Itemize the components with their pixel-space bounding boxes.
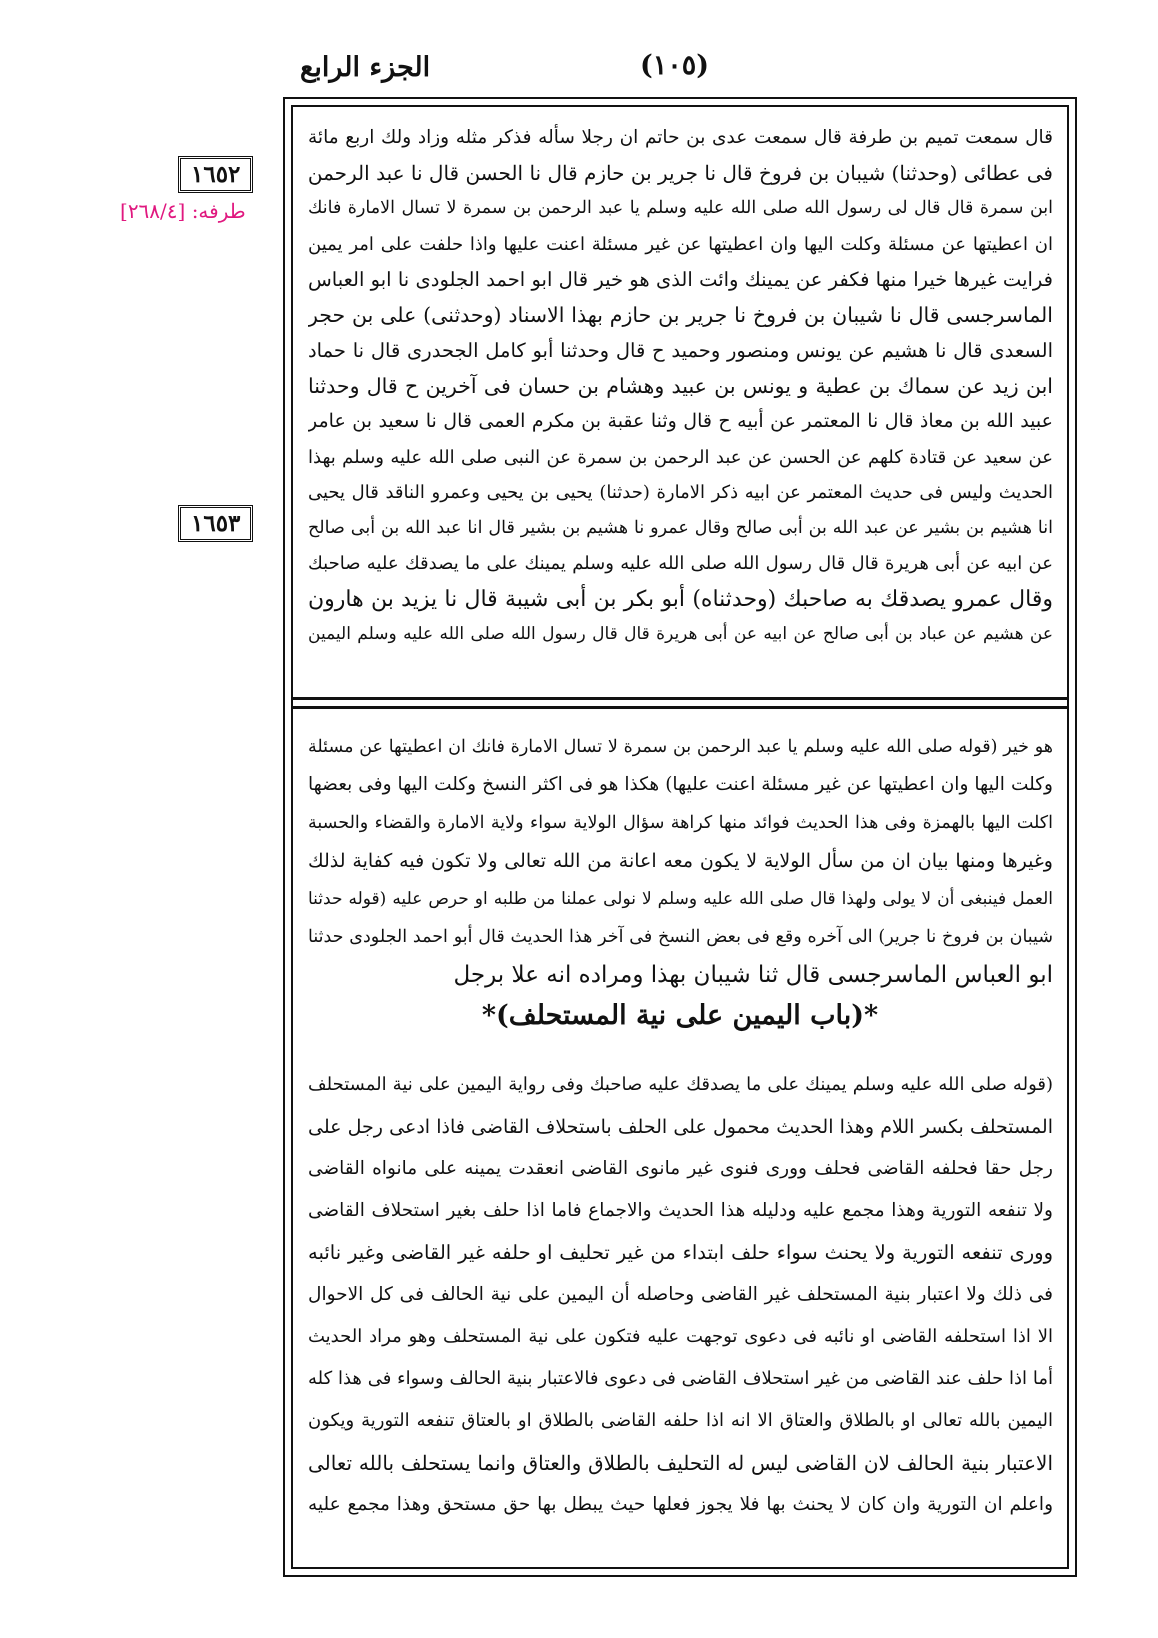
sharh-line: وكلت اليها وان اعطيتها عن غير مسئلة اعنت عليها) هكذا هو فى اكثر النسخ وكلت اليها وفى بعضها [308, 774, 1053, 795]
matn-line: عن سعيد عن قتادة كلهم عن الحسن عن عبد الرحمن بن سمرة عن النبى صلى الله عليه وسلم بهذا [308, 446, 1053, 468]
section-separator [291, 697, 1069, 700]
sharh-line: اكلت اليها بالهمزة وفى هذا الحديث فوائد منها كراهة سؤال الولاية سواء ولاية الامارة والقضاء والحسبة [308, 813, 1053, 833]
page-number: (١٠٥) [640, 50, 710, 81]
sharh-line: العمل فينبغى أن لا يولى ولهذا قال صلى الله عليه وسلم لا نولى عملنا من طلبه او حرص عليه (قوله حدثنا [308, 889, 1053, 909]
cross-reference: طرفه: [٢٦٨/٤] [120, 199, 246, 223]
matn-text [308, 120, 1053, 653]
sharh-line: المستحلف بكسر اللام وهذا الحديث محمول على الحلف باستحلاف القاضى فاذا ادعى رجل على [308, 1116, 1053, 1138]
sharh-line: هو خير (قوله صلى الله عليه وسلم يا عبد الرحمن بن سمرة لا تسال الامارة فانك ان اعطيتها عن مسئلة [308, 737, 1053, 757]
matn-line: فى عطائى (وحدثنا) شيبان بن فروخ قال نا جرير بن حازم قال نا الحسن قال نا عبد الرحمن [308, 160, 1053, 185]
sharh-text [308, 728, 1053, 994]
sharh-line: اليمين بالله تعالى او بالطلاق والعتاق الا انه اذا حلفه القاضى بالطلاق او بالعتاق تنفعه التورية ويكون [308, 1410, 1053, 1431]
matn-line [308, 156, 1053, 192]
sharh-line: شيبان بن فروخ نا جرير) الى آخره وقع فى بعض النسخ فى آخر هذا الحديث قال أبو احمد الجلودى حدثنا [308, 927, 1053, 947]
sharh-line: (قوله صلى الله عليه وسلم يمينك على ما يصدقك عليه صاحبك وفى رواية اليمين على نية المستحلف [308, 1074, 1053, 1095]
sharh-line: واعلم ان التورية وان كان لا يحنث بها فلا يجوز فعلها حيث يبطل بها حق مستحق وهذا مجمع عليه [308, 1494, 1053, 1515]
sharh-line: الا اذا استحلفه القاضى او نائبه فى دعوى توجهت عليه فتكون على نية المستحلف وهو مراد الحديث [308, 1326, 1053, 1347]
matn-line: فرايت غيرها خيرا منها فكفر عن يمينك وائت الذى هو خير قال ابو احمد الجلودى نا ابو العباس [308, 268, 1053, 291]
sharh-line: وغيرها ومنها بيان ان من سأل الولاية لا يكون معه اعانة من الله تعالى ولا تكون فيه كفاية لذلك [308, 850, 1053, 872]
hadith-number-1652: ١٦٥٢ [178, 156, 253, 193]
matn-line: انا هشيم بن بشير عن عبد الله بن أبى صالح وقال عمرو نا هشيم بن بشير قال انا عبد الله بن أبى صالح [308, 517, 1053, 538]
matn-line: قال سمعت تميم بن طرفة قال سمعت عدى بن حاتم ان رجلا سأله فذكر مثله وزاد ولك اربع مائة [308, 127, 1053, 148]
matn-line: عن هشيم عن عباد بن أبى صالح عن ابيه عن أبى هريرة قال قال رسول الله صلى الله عليه وسلم اليمين [308, 624, 1053, 644]
matn-line: عبيد الله بن معاذ قال نا المعتمر عن أبيه ح قال وثنا عقبة بن مكرم العمى قال نا سعيد بن عامر [308, 410, 1053, 432]
sharh-line: الاعتبار بنية الحالف لان القاضى ليس له التحليف بالطلاق والعتاق وانما يستحلف بالله تعالى [308, 1451, 1053, 1475]
sharh-line: فى ذلك ولا اعتبار بنية المستحلف غير القاضى وحاصله أن اليمين على نية الحالف فى كل الاحوال [308, 1284, 1053, 1305]
sharh-text-2 [308, 1064, 1053, 1526]
sharh-line: وورى تنفعه التورية ولا يحنث سواء حلف ابتداء من غير تحليف او حلفه غير القاضى وغير نائبه [308, 1241, 1053, 1264]
matn-line: ابن سمرة قال قال لى رسول الله صلى الله عليه وسلم يا عبد الرحمن بن سمرة لا تسال الامارة فانك [308, 198, 1053, 218]
running-header-part: الجزء الرابع [300, 52, 431, 83]
matn-line: ان اعطيتها عن مسئلة وكلت اليها وان اعطيتها عن غير مسئلة اعنت عليها واذا حلفت على امر يمين [308, 233, 1053, 255]
sharh-line: رجل حقا فحلفه القاضى فحلف وورى فنوى غير مانوى القاضى انعقدت يمينه على مانواه القاضى [308, 1158, 1053, 1179]
hadith-number-1653: ١٦٥٣ [178, 505, 253, 542]
sharh-line: ابو العباس الماسرجسى قال ثنا شيبان بهذا ومراده انه علا برجل [453, 962, 1053, 988]
matn-line: وقال عمرو يصدقك به صاحبك (وحدثناه) أبو بكر بن أبى شيبة قال نا يزيد بن هارون [308, 586, 1053, 612]
sharh-line: أما اذا حلف عند القاضى من غير استحلاف القاضى فى دعوى فالاعتبار بنية الحالف وسواء فى هذا كله [308, 1368, 1053, 1389]
section-separator [291, 706, 1069, 709]
chapter-title: *(باب اليمين على نية المستحلف)* [481, 1000, 879, 1031]
sharh-line: ولا تنفعه التورية وهذا مجمع عليه ودليله هذا الحديث والاجماع فاما اذا حلف بغير استحلاف القاضى [308, 1200, 1053, 1221]
matn-line: الحديث وليس فى حديث المعتمر عن ابيه ذكر الامارة (حدثنا) يحيى بن يحيى وعمرو الناقد قال يحيى [308, 482, 1053, 503]
matn-line: الماسرجسى قال نا شيبان بن فروخ نا جرير بن حازم بهذا الاسناد (وحدثنى) على بن حجر [308, 302, 1053, 327]
matn-line: السعدى قال نا هشيم عن يونس ومنصور وحميد ح قال وحدثنا أبو كامل الجحدرى قال نا حماد [308, 339, 1053, 362]
matn-line: ابن زيد عن سماك بن عطية و يونس بن عبيد وهشام بن حسان فى آخرين ح قال وحدثنا [308, 373, 1053, 398]
matn-line: عن ابيه عن أبى هريرة قال قال رسول الله صلى الله عليه وسلم يمينك على ما يصدقك عليه صاحبك [308, 553, 1053, 574]
